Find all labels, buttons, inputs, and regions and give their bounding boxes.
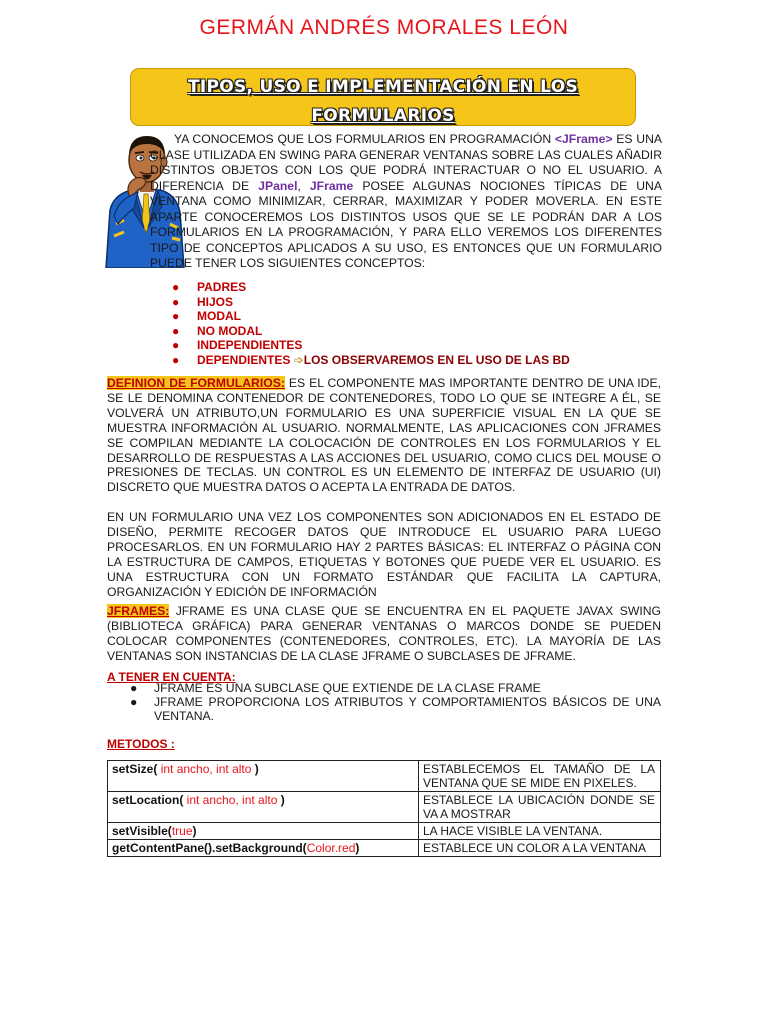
method-description: ESTABLECE LA UBICACIÓN DONDE SE VA A MOSTRAR (419, 792, 661, 823)
metodos-heading: METODOS : (107, 737, 175, 751)
method-description: ESTABLECEMOS EL TAMAÑO DE LA VENTANA QUE SE MIDE EN PIXELES. (419, 761, 661, 792)
definition-label: DEFINION DE FORMULARIOS: (107, 376, 285, 390)
bullet-icon: ● (172, 338, 180, 353)
intro-text-2: ES UNA CLASE UTILIZADA EN SWING PARA GENERAR VENTANAS SOBRE LAS CUALES AÑADIR DISTINTOS OBJETOS CON LOS QUE PODRÁ INTERACTUAR O NO EL USUARIO. A DIFERENCIA DE (150, 132, 662, 193)
definition-text: ES EL COMPONENTE MAS IMPORTANTE DENTRO DE UNA IDE, SE LE DENOMINA CONTENEDOR DE CONTENEDORES, TODO LO QUE SE INTEGRE A ÉL, SE VOLVERÁ UN ATRIBUTO,UN FORMULARIO ES UNA SUPERFICIE VISUAL EN LA QUE SE MUESTRA INFORMACIÓN AL USUARIO. NORMALMENTE, LAS APLICACIONES CON JFRAMES SE COMPILAN MEDIANTE LA COLOCACIÓN DE CONTROLES EN LOS FORMULARIOS Y EL DESARROLLO DE RESPUESTAS A LAS ACCIONES DEL USUARIO, COMO CLICS DEL MOUSE O PRESIONES DE TECLAS. UN CONTROL ES UN ELEMENTO DE INTERFAZ DE USUARIO (UI) DISCRETO QUE MUESTRA DATOS O ACEPTA LA ENTRADA DE DATOS. (107, 376, 661, 495)
method-description: LA HACE VISIBLE LA VENTANA. (419, 823, 661, 840)
tener-heading: A TENER EN CUENTA: (107, 670, 236, 684)
bullet-icon: ● (172, 323, 180, 338)
list-item (172, 338, 570, 353)
concept-label: DEPENDIENTES (197, 352, 291, 367)
author-name: GERMÁN ANDRÉS MORALES LEÓN (199, 16, 569, 39)
circled-right-arrow-icon: ➩ (293, 352, 304, 367)
jframes-text: JFRAME ES UNA CLASE QUE SE ENCUENTRA EN EL PAQUETE JAVAX SWING (BIBLIOTECA GRÁFICA) PARA GENERAR VENTANAS O MARCOS DONDE SE PUEDEN COLOCAR COMPONENTES (CONTENEDORES, CONTROLES, ETC). LA MAYORÍA DE LAS VENTANAS SON INSTANCIAS DE LA CLASE JFRAME O SUBCLASES DE JFRAME. (107, 604, 661, 663)
jframes-paragraph (107, 604, 661, 664)
concepts-list (172, 280, 570, 368)
tener-list (130, 682, 661, 723)
jframe-keyword-2: JFrame (309, 178, 354, 193)
concept-label: PADRES (197, 280, 247, 294)
concept-label: INDEPENDIENTES (197, 338, 303, 353)
list-item (130, 696, 661, 724)
list-item (172, 280, 570, 295)
jpanel-keyword: JPanel (258, 178, 298, 193)
intro-text-3: POSEE ALGUNAS NOCIONES TÍPICAS DE UNA VENTANA COMO MINIMIZAR, CERRAR, MAXIMIZAR Y PODER MOVERLA. EN ESTE APARTE CONOCEREMOS LOS DISTINTOS USOS QUE SE LE PODRÁN DAR A LOS FORMULARIOS EN LA PROGRAMACIÓN, Y PARA ELLO VEREMOS LOS DIFERENTES TIPO DE CONCEPTOS APLICADOS A SU USO, ES ENTONCES QUE UN FORMULARIO PUEDE TENER LOS SIGUIENTES CONCEPTOS: (150, 178, 662, 270)
method-cell: getContentPane().setBackground(Color.red) (108, 840, 419, 857)
tener-item-text: JFRAME ES UNA SUBCLASE QUE EXTIENDE DE LA CLASE FRAME (154, 681, 541, 695)
jframe-keyword: <JFrame> (554, 132, 613, 146)
table-row (108, 823, 661, 840)
bullet-icon: ● (172, 309, 180, 324)
bullet-icon: ● (172, 294, 180, 309)
intro-text-1: YA CONOCEMOS QUE LOS FORMULARIOS EN PROGRAMACIÓN (174, 132, 555, 146)
methods-table (107, 760, 661, 857)
table-row (108, 840, 661, 857)
list-item (130, 682, 661, 696)
method-cell: setSize( int ancho, int alto ) (108, 761, 419, 792)
intro-paragraph (150, 132, 662, 272)
method-description: ESTABLECE UN COLOR A LA VENTANA (419, 840, 661, 857)
bullet-icon: ● (130, 681, 138, 695)
method-cell: setVisible(true) (108, 823, 419, 840)
bullet-icon: ● (172, 280, 180, 294)
list-item (172, 353, 570, 368)
intro-comma: , (297, 178, 310, 193)
definition-paragraph (107, 376, 661, 495)
concept-label: MODAL (197, 309, 241, 324)
table-row (108, 761, 661, 792)
concept-label: NO MODAL (197, 323, 263, 338)
concept-label: HIJOS (197, 294, 234, 309)
paragraph-2: EN UN FORMULARIO UNA VEZ LOS COMPONENTES SON ADICIONADOS EN EL ESTADO DE DISEÑO, PERMITE RECOGER DATOS QUE INTRODUCE EL USUARIO PARA LUEGO PROCESARLOS. EN UN FORMULARIO HAY 2 PARTES BÁSICAS: EL INTERFAZ O PÁGINA CON LA ESTRUCTURA DE CAMPOS, ETIQUETAS Y BOTONES QUE PUEDE VER EL USUARIO. ES UNA ESTRUCTURA CON UN FORMATO ESTÁNDAR QUE FACILITA LA CAPTURA, ORGANIZACIÓN Y EDICIÓN DE INFORMACIÓN (107, 510, 661, 599)
list-item (172, 324, 570, 339)
table-row (108, 792, 661, 823)
method-cell: setLocation( int ancho, int alto ) (108, 792, 419, 823)
bullet-icon: ● (130, 694, 138, 709)
jframes-label: JFRAMES: (107, 604, 170, 618)
banner-title-line-1: TIPOS, USO E IMPLEMENTACIÓN EN LOS (187, 77, 579, 97)
tener-item-text: JFRAME PROPORCIONA LOS ATRIBUTOS Y COMPORTAMIENTOS BÁSICOS DE UNA VENTANA. (154, 694, 661, 723)
list-item (172, 295, 570, 310)
title-banner (130, 68, 636, 126)
list-item (172, 309, 570, 324)
concepts-note: LOS OBSERVAREMOS EN EL USO DE LAS BD (303, 352, 570, 367)
bullet-icon: ● (172, 352, 180, 367)
banner-title-line-2: FORMULARIOS (311, 106, 455, 126)
